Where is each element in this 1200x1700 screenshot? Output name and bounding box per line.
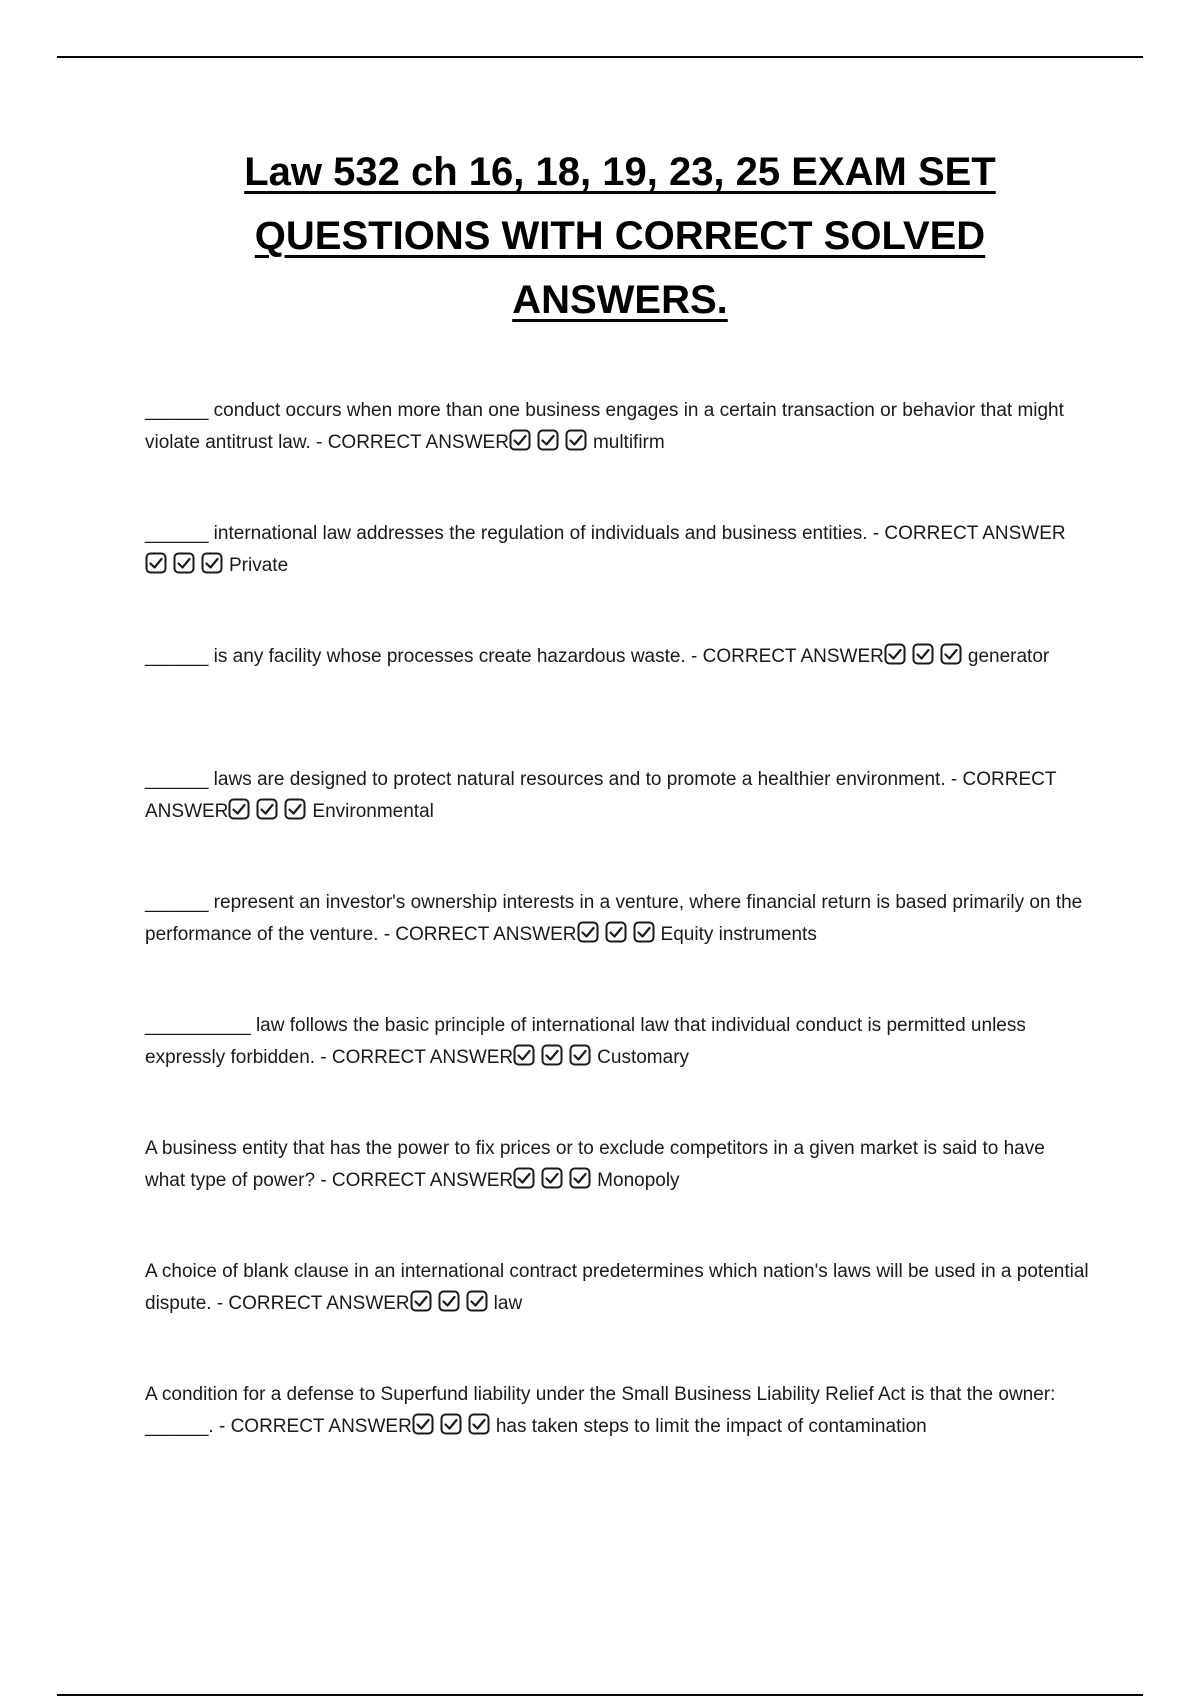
top-rule	[57, 56, 1143, 58]
checkbox-check-icon	[173, 552, 195, 574]
checkbox-check-icon	[537, 429, 559, 451]
question-text: A condition for a defense to Superfund liability under the Small Business Liability Relief Act is that the owner: ______.	[145, 1384, 1056, 1437]
bottom-rule	[57, 1694, 1143, 1696]
answer-text: Monopoly	[597, 1170, 680, 1191]
checkbox-check-icon	[410, 1290, 432, 1312]
answer-prefix: - CORRECT ANSWER	[316, 432, 509, 453]
checkbox-check-icon	[256, 798, 278, 820]
answer-text: Equity instruments	[660, 924, 817, 945]
checkbox-check-icon	[228, 798, 250, 820]
answer-prefix: - CORRECT ANSWER	[691, 646, 884, 667]
answer-prefix: - CORRECT ANSWER	[872, 523, 1066, 544]
answer-text: Private	[229, 555, 289, 576]
checkbox-check-icon	[569, 1167, 591, 1189]
question-text: ______ laws are designed to protect natural resources and to promote a healthier environment.	[145, 769, 946, 790]
answer-prefix: - CORRECT ANSWER	[145, 769, 1057, 822]
checkbox-check-icon	[438, 1290, 460, 1312]
checkbox-check-icon	[284, 798, 306, 820]
question-text: ______ international law addresses the regulation of individuals and business entities.	[145, 523, 868, 544]
checkbox-check-icon	[513, 1167, 535, 1189]
checkbox-check-icon	[605, 921, 627, 943]
answer-text: multifirm	[592, 432, 665, 453]
checkbox-check-icon	[513, 1044, 535, 1066]
answer-prefix: - CORRECT ANSWER	[216, 1293, 410, 1314]
checkbox-check-icon	[440, 1413, 462, 1435]
question-text: A business entity that has the power to fix prices or to exclude competitors in a given market is said to have what type of power?	[145, 1138, 1045, 1191]
checkbox-check-icon	[412, 1413, 434, 1435]
answer-text: law	[493, 1293, 523, 1314]
question-text: ______ is any facility whose processes create hazardous waste.	[145, 646, 686, 667]
qa-item	[145, 887, 1090, 1010]
qa-item	[145, 1133, 1090, 1256]
checkbox-check-icon	[884, 643, 906, 665]
qa-item	[145, 1010, 1090, 1133]
answer-prefix: - CORRECT ANSWER	[218, 1416, 412, 1437]
checkbox-check-icon	[145, 552, 167, 574]
checkbox-check-icon	[466, 1290, 488, 1312]
checkbox-check-icon	[940, 643, 962, 665]
checkbox-check-icon	[468, 1413, 490, 1435]
qa-item	[145, 395, 1090, 518]
checkbox-check-icon	[912, 643, 934, 665]
question-text: ______ represent an investor's ownership interests in a venture, where financial return is based primarily on the performance of the venture.	[145, 892, 1083, 945]
answer-text: generator	[967, 646, 1050, 667]
checkbox-check-icon	[541, 1044, 563, 1066]
answer-text: Customary	[597, 1047, 690, 1068]
checkbox-check-icon	[201, 552, 223, 574]
question-text: ______ conduct occurs when more than one business engages in a certain transaction or behavior that might violate antitrust law.	[145, 400, 1064, 453]
answer-prefix: - CORRECT ANSWER	[320, 1047, 514, 1068]
qa-list	[145, 395, 1090, 1502]
checkbox-check-icon	[509, 429, 531, 451]
question-text: __________ law follows the basic principle of international law that individual conduct is permitted unless expressly forbidden.	[145, 1015, 1026, 1068]
question-text: A choice of blank clause in an international contract predetermines which nation's laws will be used in a potential dispute.	[145, 1261, 1089, 1314]
qa-item	[145, 518, 1090, 641]
answer-prefix: - CORRECT ANSWER	[320, 1170, 514, 1191]
checkbox-check-icon	[541, 1167, 563, 1189]
qa-item	[145, 764, 1090, 887]
checkbox-check-icon	[569, 1044, 591, 1066]
checkbox-check-icon	[633, 921, 655, 943]
checkbox-check-icon	[577, 921, 599, 943]
answer-text: has taken steps to limit the impact of contamination	[495, 1416, 927, 1437]
answer-prefix: - CORRECT ANSWER	[383, 924, 577, 945]
qa-item	[145, 1379, 1090, 1502]
qa-item	[145, 1256, 1090, 1379]
checkbox-check-icon	[565, 429, 587, 451]
document-title: Law 532 ch 16, 18, 19, 23, 25 EXAM SET QUESTIONS WITH CORRECT SOLVED ANSWERS.	[244, 150, 996, 322]
qa-item	[145, 641, 1090, 764]
answer-text: Environmental	[312, 801, 434, 822]
